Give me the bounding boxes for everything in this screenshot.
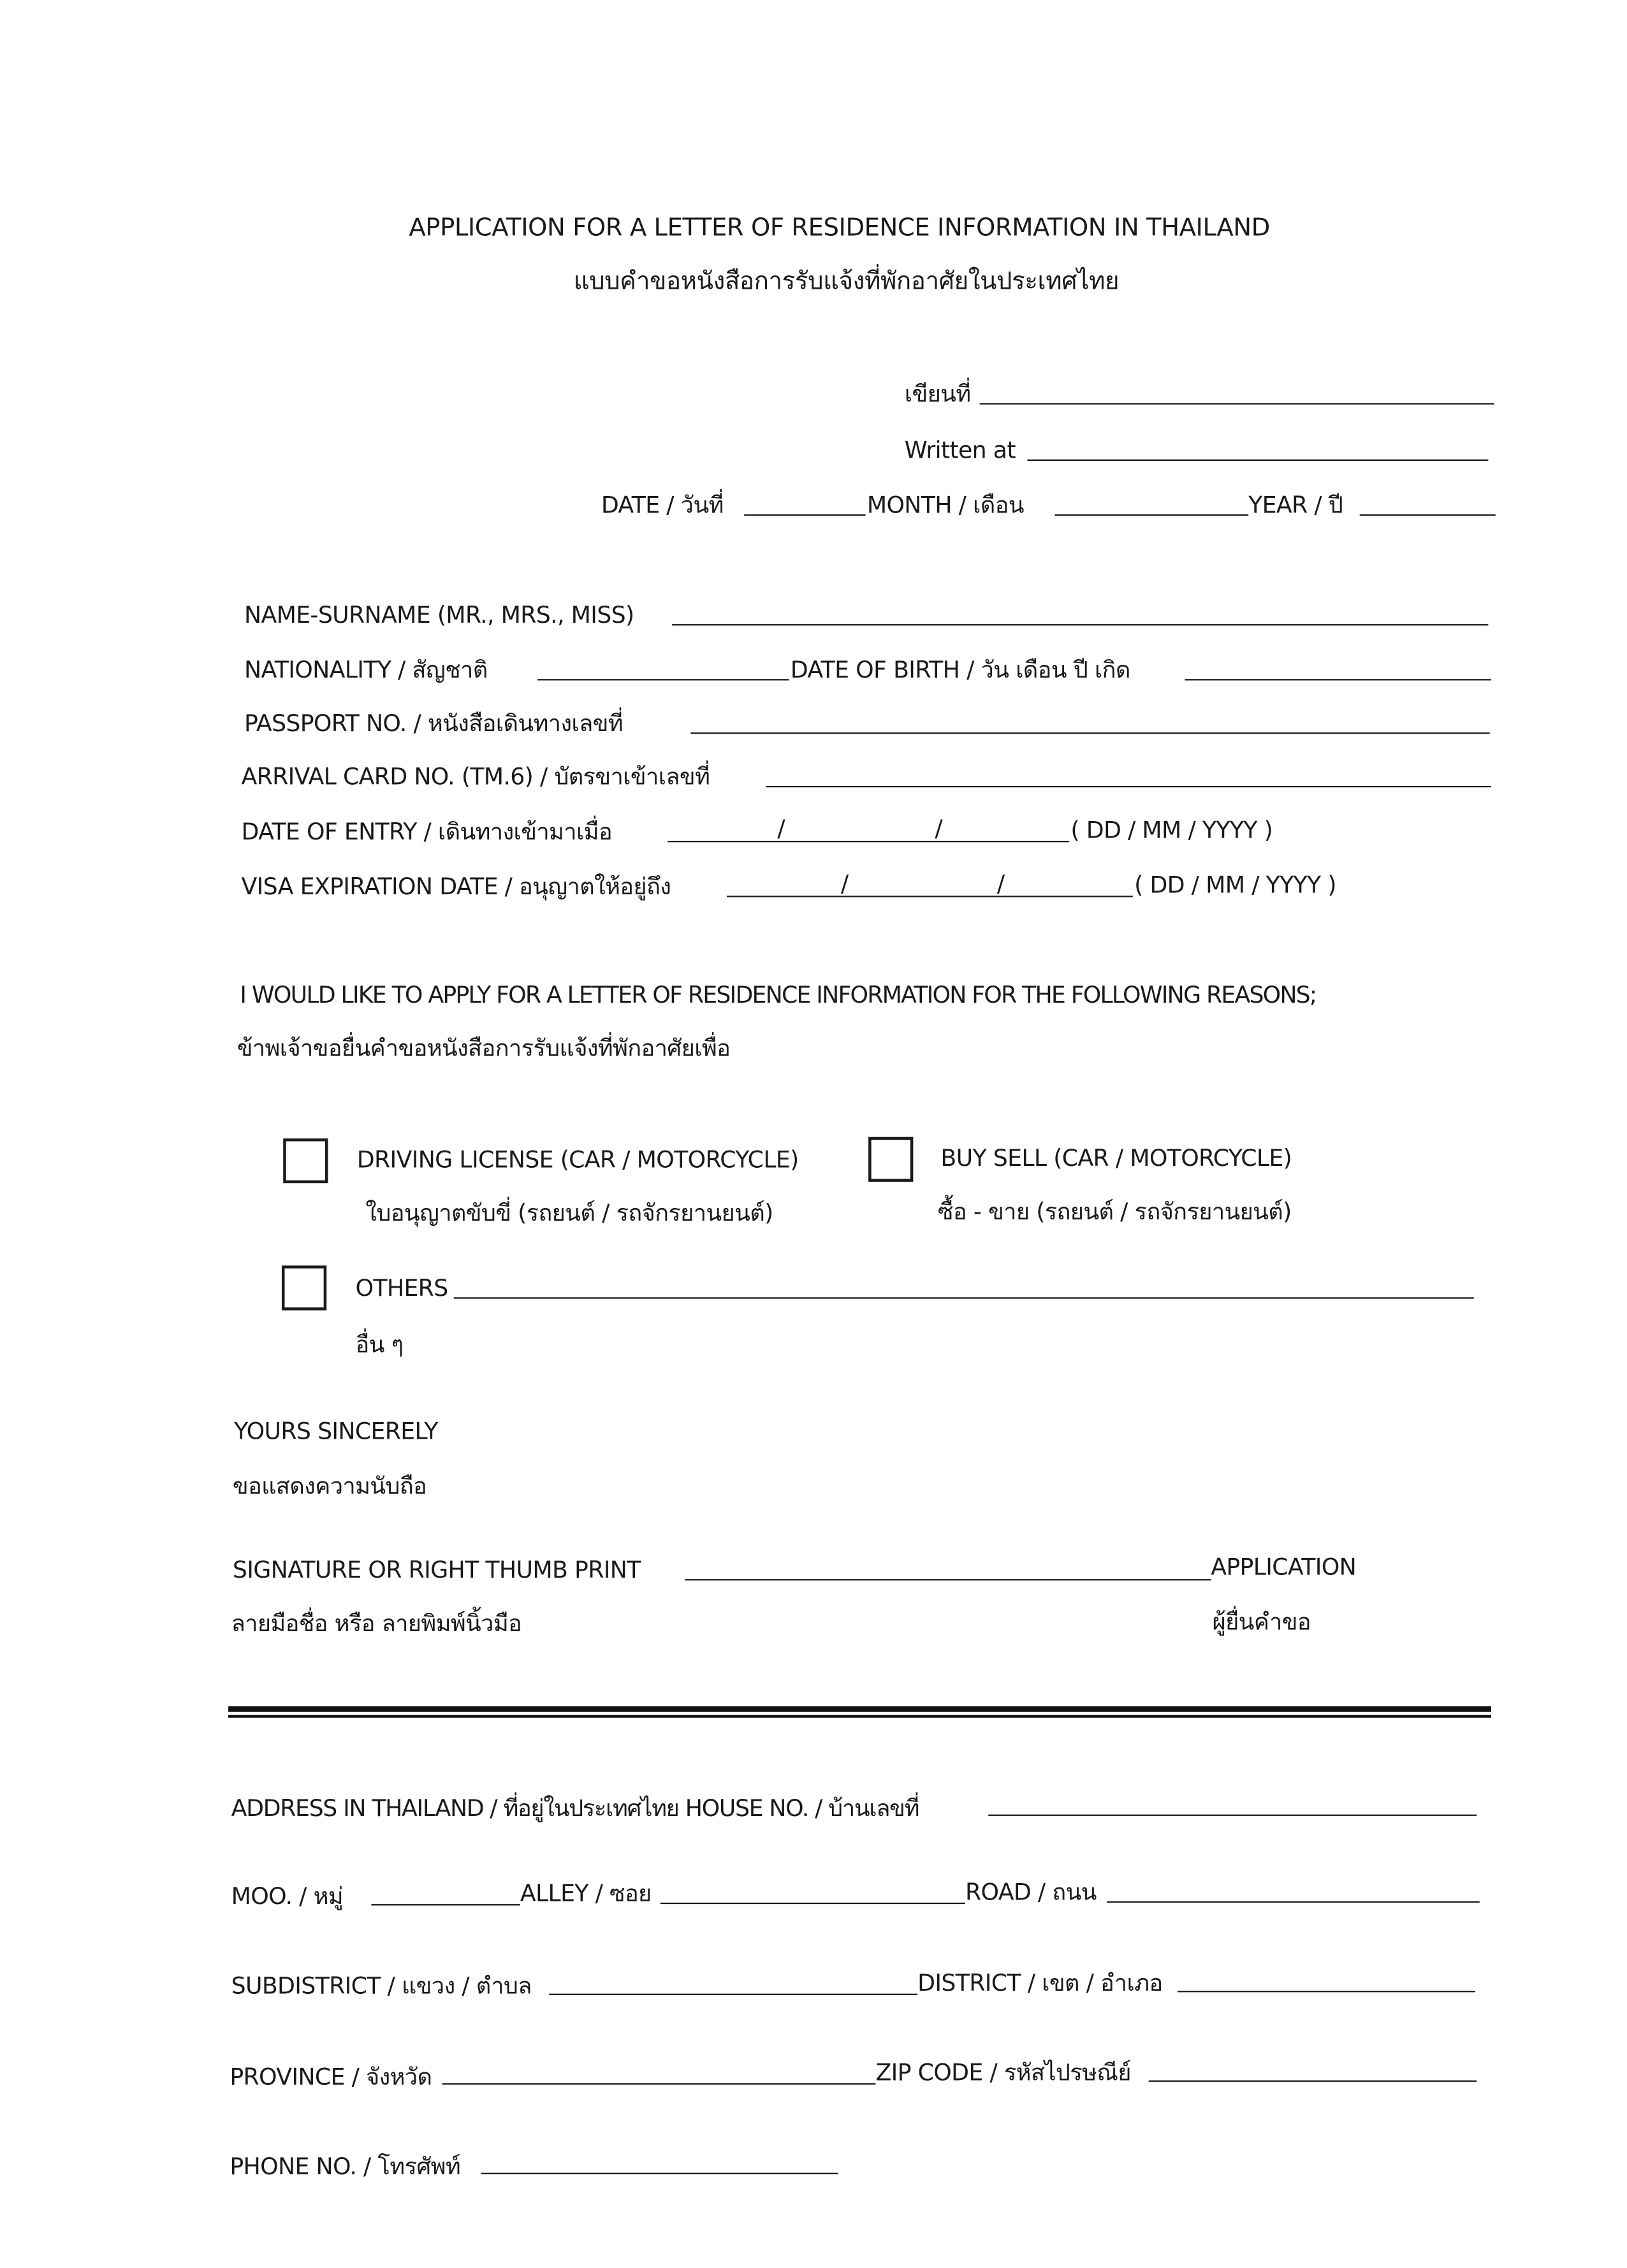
phone-label: PHONE NO. / โทรศัพท์ bbox=[230, 2152, 461, 2180]
section-divider-bottom bbox=[228, 1715, 1491, 1718]
date-year-field[interactable] bbox=[1360, 514, 1496, 516]
house-no-field[interactable] bbox=[988, 1815, 1477, 1816]
others-label-en: OTHERS bbox=[355, 1274, 448, 1302]
year-label: YEAR / ปี bbox=[1248, 491, 1343, 519]
house-no-label: ADDRESS IN THAILAND / ที่อยู่ในประเทศไทย HOUSE NO. / บ้านเลขที่ bbox=[231, 1794, 919, 1822]
written-at-en-field[interactable] bbox=[1027, 460, 1488, 461]
others-checkbox[interactable] bbox=[282, 1265, 326, 1310]
zip-code-field[interactable] bbox=[1149, 2081, 1477, 2082]
reason-intro-en: I WOULD LIKE TO APPLY FOR A LETTER OF RESIDENCE INFORMATION FOR THE FOLLOWING REASONS; bbox=[240, 980, 1317, 1008]
visa-exp-label: VISA EXPIRATION DATE / อนุญาตให้อยู่ถึง bbox=[241, 872, 671, 900]
date-label: DATE / วันที่ bbox=[601, 491, 724, 519]
entry-label: DATE OF ENTRY / เดินทางเข้ามาเมื่อ bbox=[241, 817, 612, 845]
entry-slash-2: / bbox=[935, 815, 942, 843]
subdistrict-field[interactable] bbox=[549, 1994, 917, 1995]
nationality-label: NATIONALITY / สัญชาติ bbox=[244, 655, 488, 684]
written-at-th-label: เขียนที่ bbox=[904, 380, 971, 408]
signature-field[interactable] bbox=[685, 1579, 1211, 1580]
visa-slash-1: / bbox=[841, 869, 849, 898]
name-label: NAME-SURNAME (MR., MRS., MISS) bbox=[244, 600, 634, 629]
buy-sell-label-en: BUY SELL (CAR / MOTORCYCLE) bbox=[940, 1144, 1292, 1172]
phone-field[interactable] bbox=[481, 2173, 838, 2174]
driving-license-checkbox[interactable] bbox=[283, 1138, 328, 1183]
application-label-th: ผู้ยื่นคำขอ bbox=[1212, 1608, 1311, 1636]
yours-sincerely-en: YOURS SINCERELY bbox=[234, 1417, 438, 1445]
dob-label: DATE OF BIRTH / วัน เดือน ปี เกิด bbox=[790, 655, 1130, 684]
moo-field[interactable] bbox=[371, 1904, 520, 1905]
province-label: PROVINCE / จังหวัด bbox=[230, 2063, 432, 2091]
entry-date-field[interactable] bbox=[668, 841, 1069, 842]
district-field[interactable] bbox=[1178, 1991, 1475, 1992]
visa-exp-date-field[interactable] bbox=[727, 896, 1133, 897]
form-title-en: APPLICATION FOR A LETTER OF RESIDENCE INFORMATION IN THAILAND bbox=[409, 214, 1270, 243]
visa-date-format: ( DD / MM / YYYY ) bbox=[1134, 871, 1336, 899]
arrival-card-field[interactable] bbox=[766, 786, 1491, 787]
section-divider-top bbox=[228, 1706, 1491, 1712]
written-at-th-field[interactable] bbox=[980, 403, 1494, 404]
signature-label-en: SIGNATURE OR RIGHT THUMB PRINT bbox=[232, 1555, 641, 1583]
road-label: ROAD / ถนน bbox=[965, 1878, 1097, 1906]
application-label-en: APPLICATION bbox=[1211, 1553, 1357, 1581]
name-field[interactable] bbox=[672, 624, 1489, 625]
alley-field[interactable] bbox=[660, 1903, 965, 1904]
alley-label: ALLEY / ซอย bbox=[520, 1879, 652, 1907]
entry-slash-1: / bbox=[777, 815, 785, 843]
passport-field[interactable] bbox=[690, 732, 1489, 734]
entry-date-format: ( DD / MM / YYYY ) bbox=[1070, 816, 1273, 844]
buy-sell-checkbox[interactable] bbox=[868, 1137, 913, 1182]
district-label: DISTRICT / เขต / อำเภอ bbox=[917, 1969, 1163, 1997]
others-label-th: อื่น ๆ bbox=[355, 1330, 404, 1358]
nationality-field[interactable] bbox=[537, 679, 789, 680]
moo-label: MOO. / หมู่ bbox=[231, 1882, 344, 1910]
form-title-th: แบบคำขอหนังสือการรับแจ้งที่พักอาศัยในประเทศไทย bbox=[573, 267, 1120, 296]
yours-sincerely-th: ขอแสดงความนับถือ bbox=[232, 1472, 427, 1500]
date-day-field[interactable] bbox=[744, 514, 865, 516]
signature-label-th: ลายมือชื่อ หรือ ลายพิมพ์นิ้วมือ bbox=[231, 1609, 522, 1637]
buy-sell-label-th: ซื้อ - ขาย (รถยนต์ / รถจักรยานยนต์) bbox=[937, 1197, 1292, 1225]
reason-intro-th: ข้าพเจ้าขอยื่นคำขอหนังสือการรับแจ้งที่พักอาศัยเพื่อ bbox=[237, 1034, 731, 1062]
written-at-en-label: Written at bbox=[904, 436, 1016, 464]
road-field[interactable] bbox=[1107, 1901, 1480, 1903]
others-field[interactable] bbox=[454, 1297, 1474, 1298]
driving-license-label-en: DRIVING LICENSE (CAR / MOTORCYCLE) bbox=[356, 1145, 799, 1174]
visa-slash-2: / bbox=[996, 869, 1005, 898]
dob-field[interactable] bbox=[1185, 679, 1491, 680]
arrival-card-label: ARRIVAL CARD NO. (TM.6) / บัตรขาเข้าเลขที่ bbox=[241, 762, 710, 790]
month-label: MONTH / เดือน bbox=[866, 491, 1024, 519]
subdistrict-label: SUBDISTRICT / แขวง / ตำบล bbox=[231, 1972, 532, 2000]
driving-license-label-th: ใบอนุญาตขับขี่ (รถยนต์ / รถจักรยานยนต์) bbox=[365, 1199, 773, 1227]
date-month-field[interactable] bbox=[1054, 514, 1248, 516]
zip-code-label: ZIP CODE / รหัสไปรษณีย์ bbox=[875, 2058, 1131, 2086]
province-field[interactable] bbox=[442, 2083, 876, 2084]
passport-label: PASSPORT NO. / หนังสือเดินทางเลขที่ bbox=[244, 709, 623, 737]
